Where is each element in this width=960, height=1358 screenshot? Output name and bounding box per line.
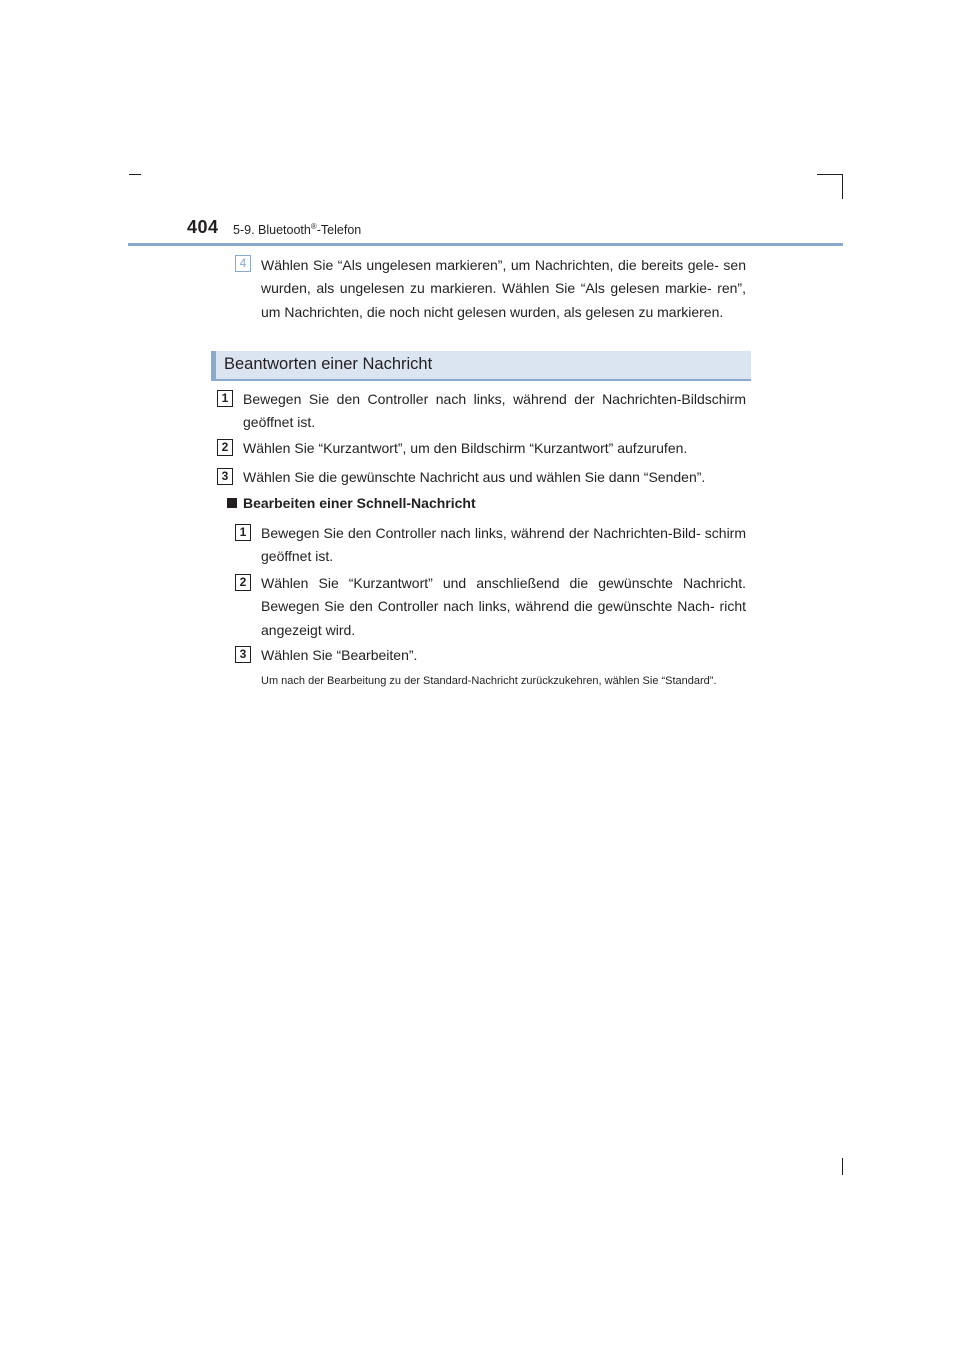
subsection-heading-text: Bearbeiten einer Schnell-Nachricht: [243, 495, 476, 511]
crop-mark-top-left: [129, 174, 141, 175]
step-text: Bewegen Sie den Controller nach links, während der Nachrichten-Bildschirm geöffnet ist.: [243, 391, 746, 431]
subsection-heading: [227, 495, 476, 511]
crop-mark-top-right-v: [842, 174, 843, 199]
step-badge: 2: [235, 574, 251, 591]
section-heading: Beantworten einer Nachricht: [224, 355, 433, 373]
section-heading-underline: [211, 379, 751, 381]
step-badge: 4: [235, 255, 251, 272]
step-badge: 3: [217, 468, 233, 485]
section-title: [233, 222, 361, 237]
step-text: Wählen Sie “Bearbeiten”.: [261, 647, 418, 663]
header-rule: [128, 243, 843, 246]
page-number: 404: [187, 217, 219, 237]
note-text: Um nach der Bearbeitung zu der Standard-Nachricht zurückzukehren, wählen Sie “Standard”.: [261, 675, 717, 687]
crop-mark-bottom-right: [842, 1158, 843, 1175]
step-text: Wählen Sie die gewünschte Nachricht aus und wählen Sie dann “Senden”.: [243, 469, 706, 485]
step-badge: 2: [217, 439, 233, 456]
step-badge: 1: [235, 524, 251, 541]
step-text: Wählen Sie “Kurzantwort”, um den Bildschirm “Kurzantwort” aufzurufen.: [243, 440, 688, 456]
registered-mark: ®: [310, 222, 317, 231]
crop-mark-top-right-h: [817, 174, 843, 175]
square-bullet-icon: [227, 498, 237, 508]
step-badge: 3: [235, 646, 251, 663]
step-text: Wählen Sie “Als ungelesen markieren”, um Nachrichten, die bereits gele- sen wurden, als ungelesen zu markieren. Wählen Sie “Als gelesen markie- ren”, um Nachrichten, die noch nicht gelesen wurden, als gelesen zu markieren.: [261, 257, 746, 320]
step-text: Bewegen Sie den Controller nach links, während der Nachrichten-Bild- schirm geöffnet ist.: [261, 525, 746, 565]
section-title-suffix: -Telefon: [316, 223, 362, 237]
step-text: Wählen Sie “Kurzantwort” und anschließend die gewünschte Nachricht. Bewegen Sie den Controller nach links, während die gewünschte Nach- richt angezeigt wird.: [261, 575, 746, 638]
section-title-prefix: 5-9. Bluetooth: [233, 223, 311, 237]
step-badge: 1: [217, 390, 233, 407]
